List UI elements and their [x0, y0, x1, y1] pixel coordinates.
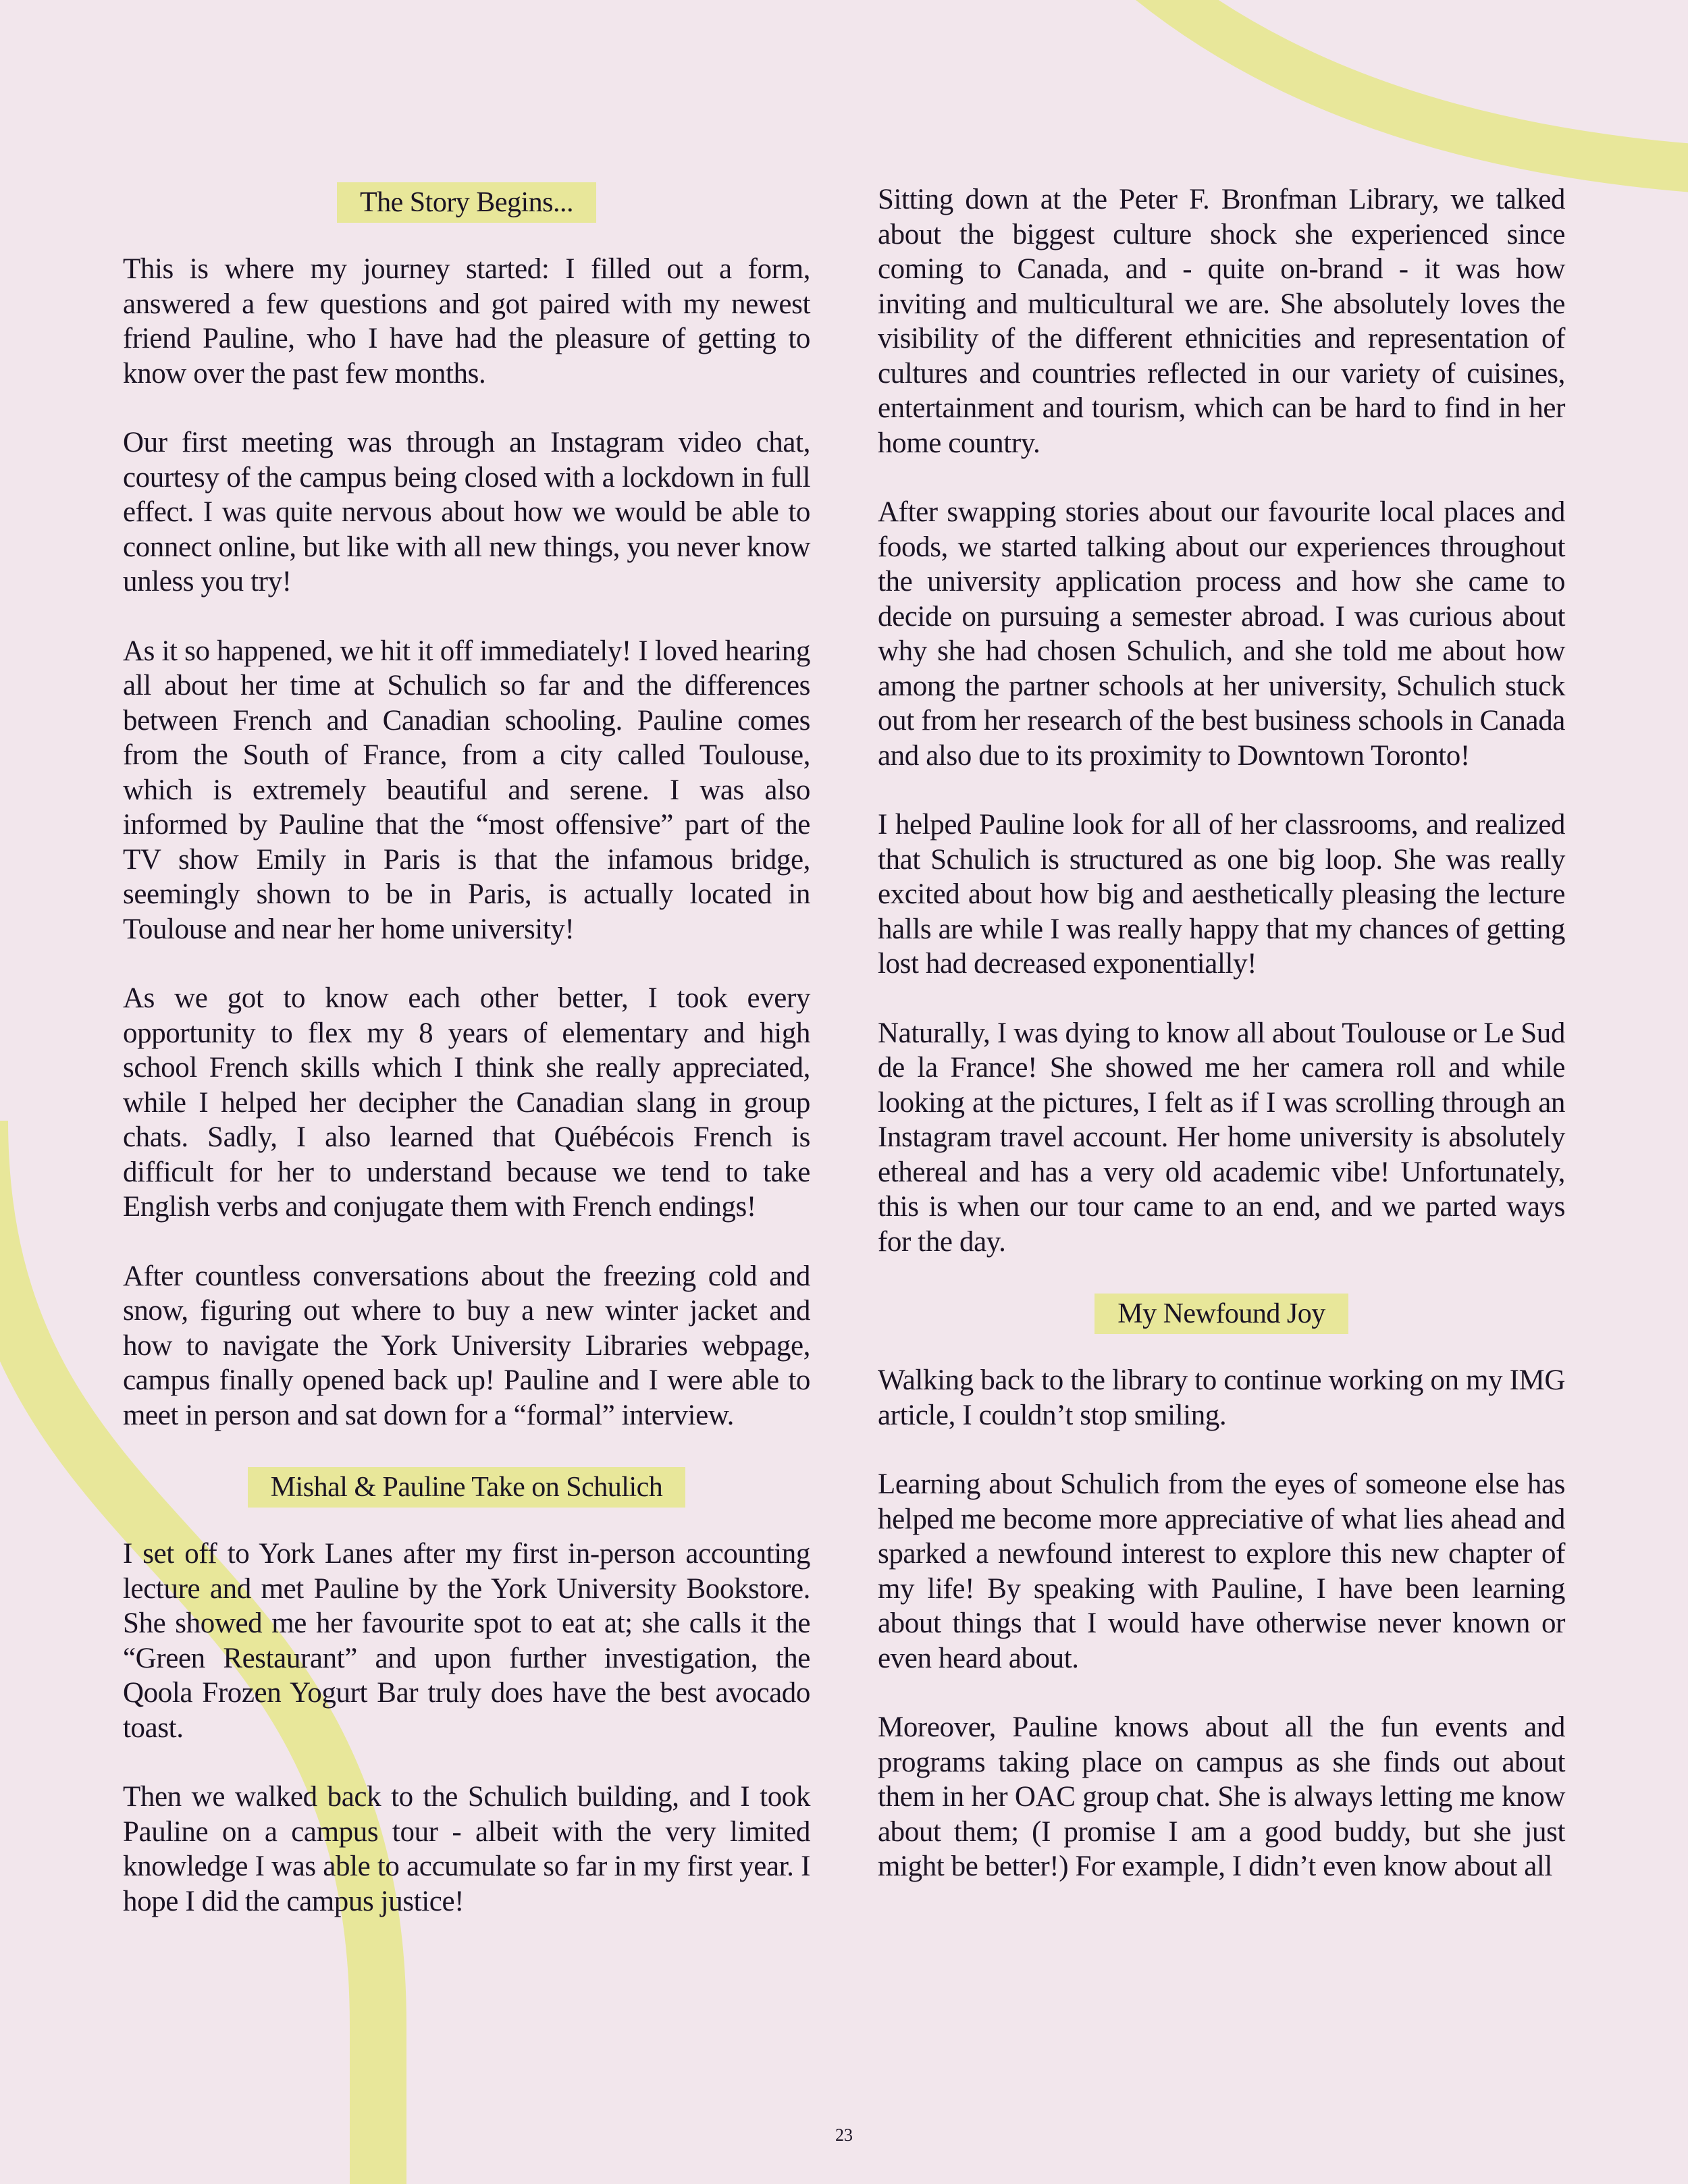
section-heading-wrapper [123, 1467, 810, 1502]
paragraph: Moreover, Pauline knows about all the fun events and programs taking place on campus as she finds out about them in her OAC group chat. She is always letting me know about them; (I promise I am a good buddy, but she just might be better!) For example, I didn’t even know about all [878, 1711, 1565, 1882]
right-column [878, 182, 1565, 1919]
paragraph: As it so happened, we hit it off immediately! I loved hearing all about her time at Schulich so far and the differences between French and Canadian schooling. Pauline comes from the South of France, from a city called Toulouse, which is extremely beautiful and serene. I was also informed by Pauline that the “most offensive” part of the TV show Emily in Paris is that the infamous bridge, seemingly shown to be in Paris, is actually located in Toulouse and near her home university! [123, 635, 810, 945]
paragraph: After swapping stories about our favourite local places and foods, we started talking about our experiences throughout the university application process and how she came to decide on pursuing a semester abroad. I was curious about why she had chosen Schulich, and she told me about how among the partner schools at her university, Schulich stuck out from her research of the best business schools in Canada and also due to its proximity to Downtown Toronto! [878, 496, 1565, 772]
paragraph: Our first meeting was through an Instagram video chat, courtesy of the campus being closed with a lockdown in full effect. I was quite nervous about how we would be able to connect online, but like with all new things, you never know unless you try! [123, 427, 810, 597]
paragraph: I set off to York Lanes after my first in-person accounting lecture and met Pauline by the York University Bookstore. She showed me her favourite spot to eat at; she calls it the “Green Restaurant” and upon further investigation, the Qoola Frozen Yogurt Bar truly does have the best avocado toast. [123, 1538, 810, 1744]
paragraph: Then we walked back to the Schulich building, and I took Pauline on a campus tour - albeit with the very limited knowledge I was able to accumulate so far in my first year. I hope I did the campus justice! [123, 1781, 810, 1917]
top-right-arc [1141, 0, 1688, 169]
page-number: 23 [835, 2125, 853, 2145]
paragraph: I helped Pauline look for all of her classrooms, and realized that Schulich is structured as one big loop. She was really excited about how big and aesthetically pleasing the lecture halls are while I was really happy that my chances of getting lost had decreased exponentially! [878, 809, 1565, 980]
section-heading-wrapper [878, 1294, 1565, 1329]
paragraph: After countless conversations about the freezing cold and snow, figuring out where to buy a new winter jacket and how to navigate the York University Libraries webpage, campus finally opened back up! Pauline and I were able to meet in person and sat down for a “formal” interview. [123, 1260, 810, 1431]
paragraph: This is where my journey started: I filled out a form, answered a few questions and got paired with my newest friend Pauline, who I have had the pleasure of getting to know over the past few months. [123, 253, 810, 390]
paragraph: Sitting down at the Peter F. Bronfman Library, we talked about the biggest culture shock she experienced since coming to Canada, and - quite on-brand - it was how inviting and multicultural we are. She absolutely loves the visibility of the different ethnicities and representation of cultures and countries reflected in our variety of cuisines, entertainment and tourism, which can be hard to find in her home country. [878, 184, 1565, 459]
paragraph: Naturally, I was dying to know all about Toulouse or Le Sud de la France! She showed me her camera roll and while looking at the pictures, I felt as if I was scrolling through an Instagram travel account. Her home university is absolutely ethereal and has a very old academic vibe! Unfortunately, this is when our tour came to an end, and we parted ways for the day. [878, 1017, 1565, 1258]
section-heading-take-on-schulich: Mishal & Pauline Take on Schulich [248, 1467, 686, 1508]
left-column [123, 182, 810, 1953]
paragraph: Walking back to the library to continue working on my IMG article, I couldn’t stop smiling. [878, 1364, 1565, 1431]
section-heading-story-begins: The Story Begins... [337, 182, 596, 223]
paragraph: Learning about Schulich from the eyes of someone else has helped me become more appreciative of what lies ahead and sparked a newfound interest to explore this new chapter of my life! By speaking with Pauline, I have been learning about things that I would have otherwise never known or even heard about. [878, 1468, 1565, 1674]
paragraph: As we got to know each other better, I took every opportunity to flex my 8 years of elementary and high school French skills which I think she really appreciated, while I helped her decipher the Canadian slang in group chats. Sadly, I also learned that Québécois French is difficult for her to understand because we tend to take English verbs and conjugate them with French endings! [123, 982, 810, 1223]
section-heading-wrapper [123, 182, 810, 217]
section-heading-newfound-joy: My Newfound Joy [1094, 1294, 1348, 1334]
